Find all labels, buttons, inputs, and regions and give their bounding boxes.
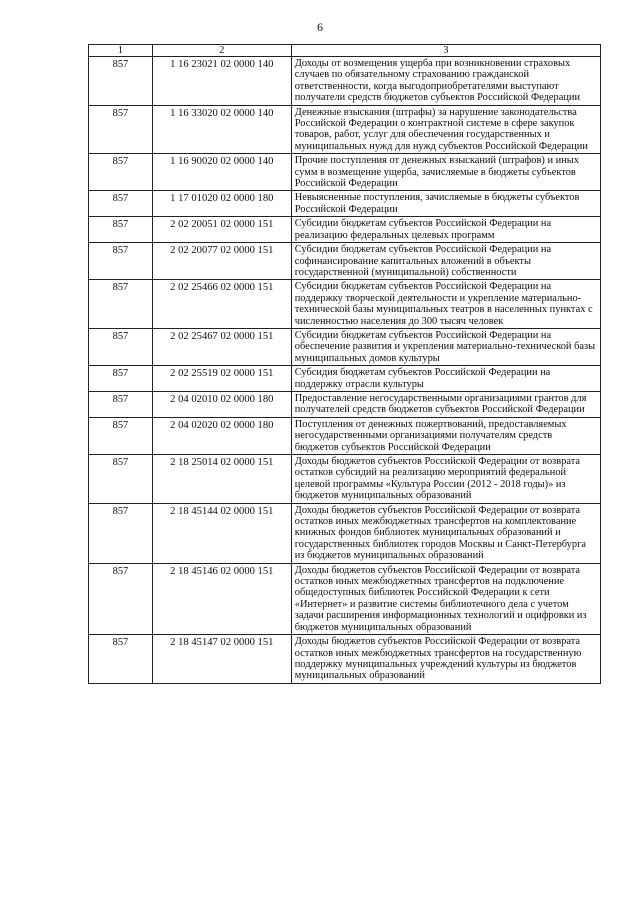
budget-code-cell: 2 02 25466 02 0000 151 [152,280,291,329]
admin-code-cell: 857 [89,635,153,684]
admin-code-cell: 857 [89,391,153,417]
admin-code-cell: 857 [89,366,153,392]
table-row [89,455,601,504]
budget-code-cell: 1 16 33020 02 0000 140 [152,105,291,154]
budget-code-cell: 2 18 45144 02 0000 151 [152,503,291,563]
budget-code-cell: 2 18 45147 02 0000 151 [152,635,291,684]
budget-code-cell: 2 04 02020 02 0000 180 [152,417,291,454]
table-row [89,105,601,154]
admin-code-cell: 857 [89,191,153,217]
table-row [89,280,601,329]
description-cell: Предоставление негосударственными организациями грантов для получателей средств бюджетов субъектов Российской Федерации [291,391,600,417]
table-row [89,57,601,106]
admin-code-cell: 857 [89,563,153,634]
budget-code-cell: 2 02 20051 02 0000 151 [152,217,291,243]
budget-code-cell: 1 17 01020 02 0000 180 [152,191,291,217]
table-row [89,563,601,634]
column-header-1: 1 [89,45,153,57]
table-row [89,391,601,417]
admin-code-cell: 857 [89,503,153,563]
admin-code-cell: 857 [89,105,153,154]
description-cell: Поступления от денежных пожертвований, предоставляемых негосударственными организациями получателям средств бюджетов субъектов Российской Федерации [291,417,600,454]
page-number: 6 [317,20,323,34]
description-cell: Доходы бюджетов субъектов Российской Федерации от возврата остатков иных межбюджетных трансфертов на государственную поддержку муниципальных учреждений культуры из бюджетов муниципальных образований [291,635,600,684]
table-row [89,417,601,454]
budget-code-cell: 2 18 45146 02 0000 151 [152,563,291,634]
table-row [89,635,601,684]
table-row [89,328,601,365]
admin-code-cell: 857 [89,417,153,454]
budget-code-cell: 2 02 20077 02 0000 151 [152,243,291,280]
description-cell: Невыясненные поступления, зачисляемые в бюджеты субъектов Российской Федерации [291,191,600,217]
budget-code-cell: 2 04 02010 02 0000 180 [152,391,291,417]
description-cell: Субсидии бюджетам субъектов Российской Федерации на реализацию федеральных целевых программ [291,217,600,243]
admin-code-cell: 857 [89,328,153,365]
description-cell: Субсидии бюджетам субъектов Российской Федерации на обеспечение развития и укрепления материально-технической базы муниципальных домов культуры [291,328,600,365]
admin-code-cell: 857 [89,280,153,329]
table-row [89,503,601,563]
table-row [89,243,601,280]
table-row [89,366,601,392]
admin-code-cell: 857 [89,154,153,191]
description-cell: Доходы бюджетов субъектов Российской Федерации от возврата остатков иных межбюджетных трансфертов на подключение общедоступных библиотек Российской Федерации к сети «Интернет» и развитие системы библиотечного дела с учетом задачи расширения информационных технологий и оцифровки из бюджетов муниципальных образований [291,563,600,634]
budget-code-cell: 2 02 25519 02 0000 151 [152,366,291,392]
admin-code-cell: 857 [89,217,153,243]
description-cell: Прочие поступления от денежных взысканий (штрафов) и иных сумм в возмещение ущерба, зачисляемые в бюджеты субъектов Российской Федерации [291,154,600,191]
table-row [89,191,601,217]
description-cell: Субсидии бюджетам субъектов Российской Федерации на софинансирование капитальных вложений в объекты государственной (муниципальной) собственности [291,243,600,280]
table-header-row [89,45,601,57]
description-cell: Субсидии бюджетам субъектов Российской Федерации на поддержку творческой деятельности и укрепление материально-технической базы муниципальных театров в населенных пунктах с численностью населения до 300 тысяч человек [291,280,600,329]
table-row [89,154,601,191]
description-cell: Доходы от возмещения ущерба при возникновении страховых случаев по обязательному страхованию гражданской ответственности, когда выгодоприобретателями выступают получатели средств бюджетов субъектов Российской Федерации [291,57,600,106]
description-cell: Доходы бюджетов субъектов Российской Федерации от возврата остатков субсидий на реализацию мероприятий федеральной целевой программы «Культура России (2012 - 2018 годы)» из бюджетов муниципальных образований [291,455,600,504]
budget-code-cell: 1 16 90020 02 0000 140 [152,154,291,191]
admin-code-cell: 857 [89,243,153,280]
column-header-2: 2 [152,45,291,57]
description-cell: Денежные взыскания (штрафы) за нарушение законодательства Российской Федерации о контрактной системе в сфере закупок товаров, работ, услуг для обеспечения государственных и муниципальных нужд для нужд субъектов Российской Федерации [291,105,600,154]
admin-code-cell: 857 [89,455,153,504]
admin-code-cell: 857 [89,57,153,106]
budget-code-cell: 1 16 23021 02 0000 140 [152,57,291,106]
description-cell: Доходы бюджетов субъектов Российской Федерации от возврата остатков иных межбюджетных трансфертов на комплектование книжных фондов библиотек муниципальных образований и государственных библиотек городов Москвы и Санкт-Петербурга из бюджетов муниципальных образований [291,503,600,563]
budget-code-cell: 2 02 25467 02 0000 151 [152,328,291,365]
description-cell: Субсидия бюджетам субъектов Российской Федерации на поддержку отрасли культуры [291,366,600,392]
column-header-3: 3 [291,45,600,57]
table-row [89,217,601,243]
budget-revenue-table [88,44,601,684]
budget-code-cell: 2 18 25014 02 0000 151 [152,455,291,504]
